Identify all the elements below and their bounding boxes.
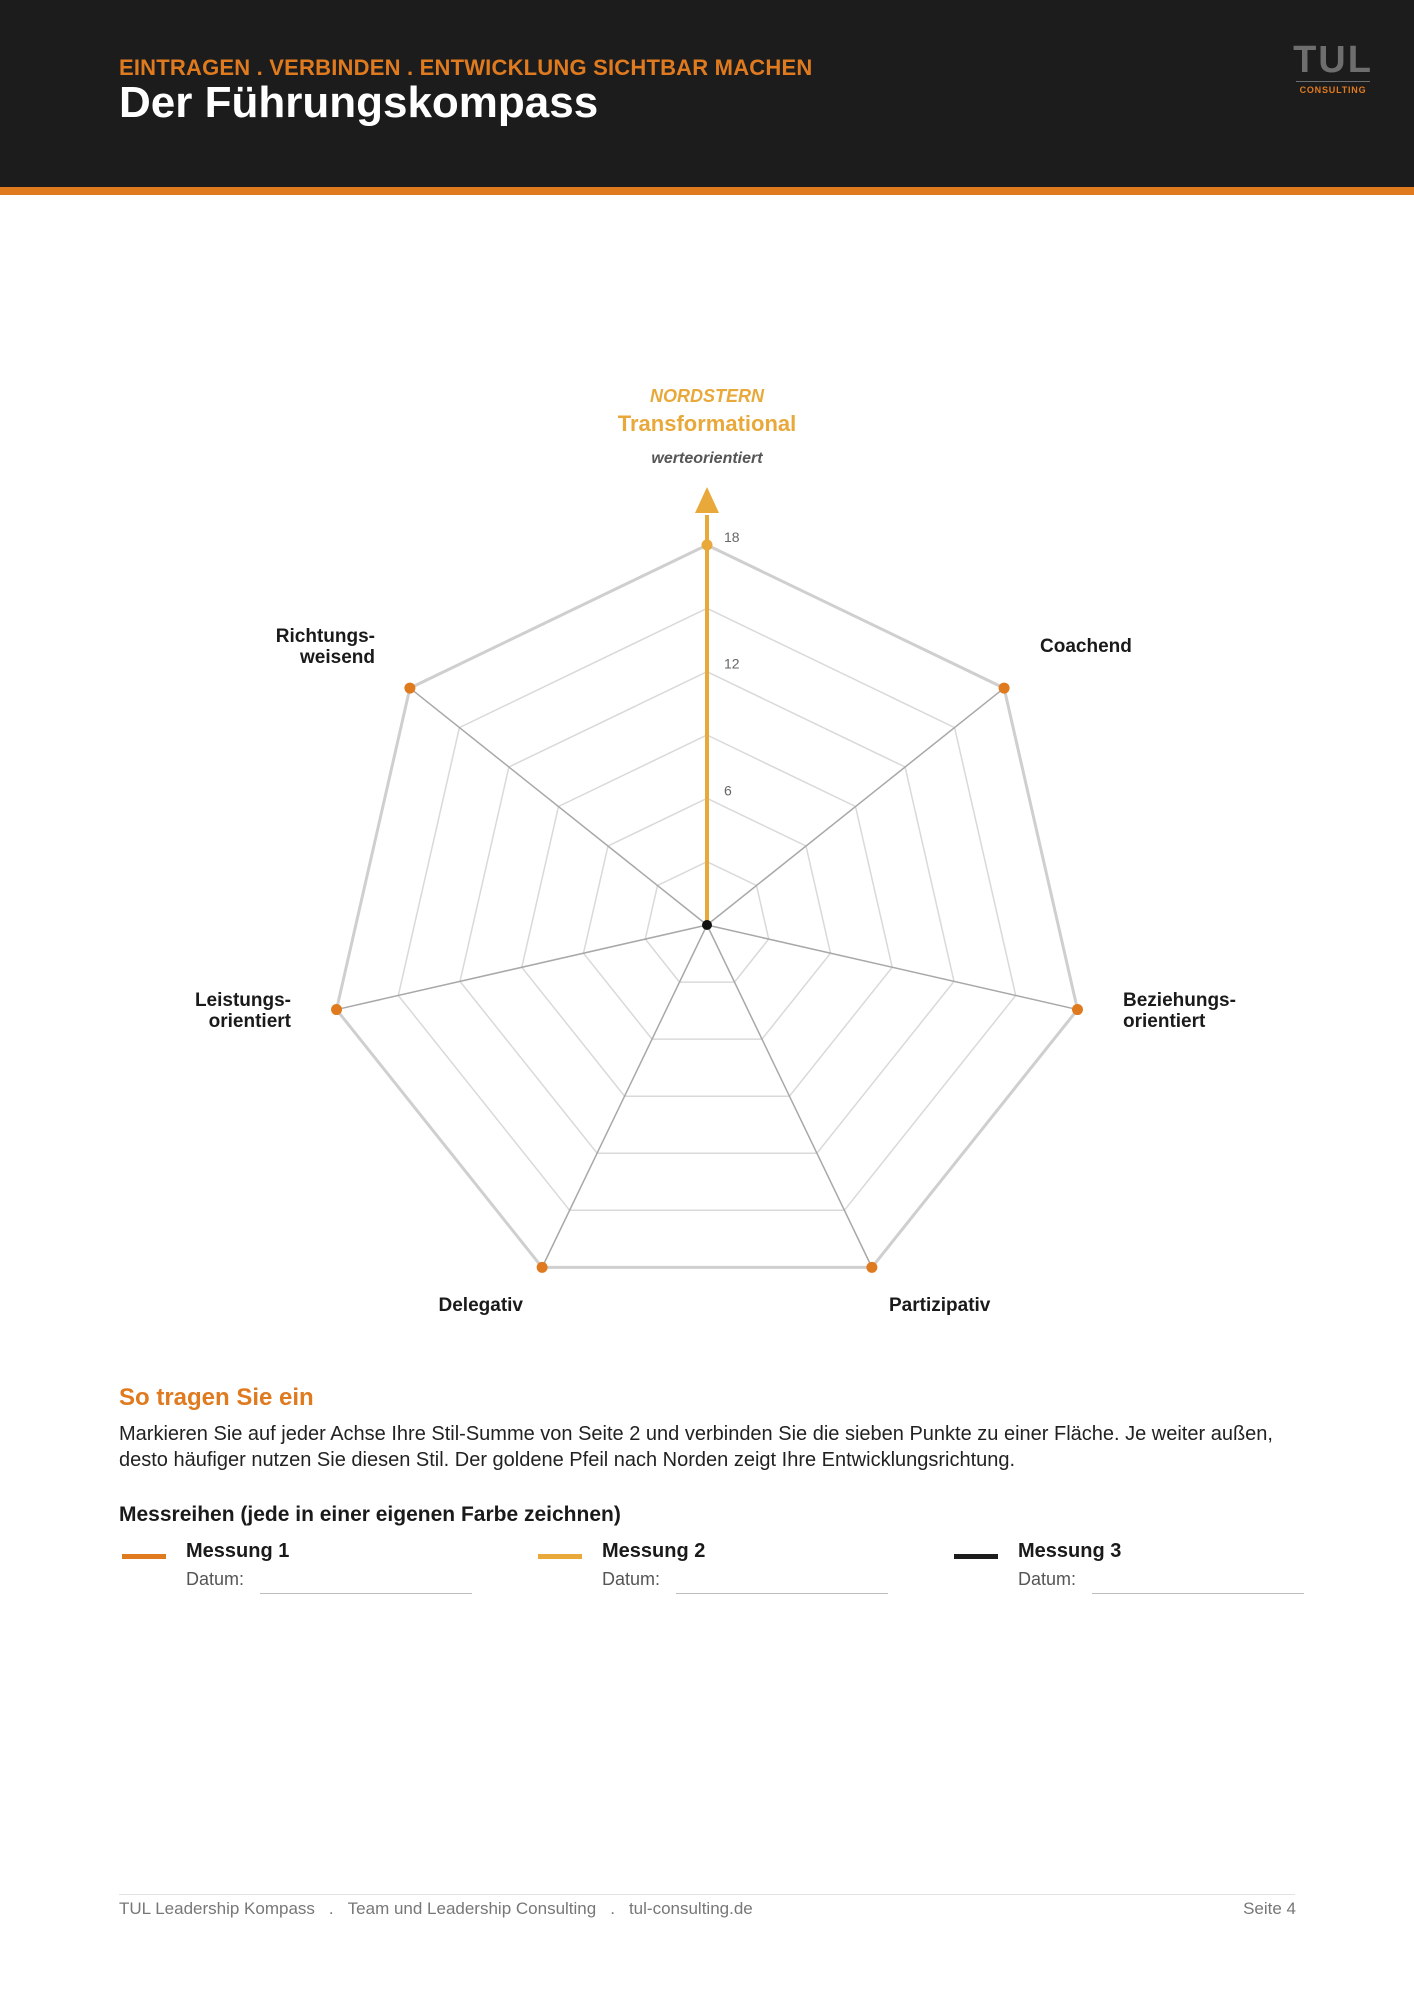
north-kicker-label: NORDSTERN: [649, 386, 765, 406]
axis-label-line: orientiert: [1123, 1011, 1206, 1032]
axis-label-line: Richtungs-: [275, 626, 375, 647]
page-title: Der Führungskompass: [119, 78, 599, 127]
footer-rule: [119, 1894, 1295, 1895]
axis-tick-label: 6: [724, 782, 732, 799]
axis-tick-label: 12: [724, 655, 740, 672]
measurement-1-label: Messung 1: [186, 1540, 290, 1562]
footer-separator: .: [610, 1899, 615, 1918]
measurement-2-swatch: [538, 1554, 582, 1559]
axis-end-dot: [331, 1004, 342, 1015]
footer-company: Team und Leadership Consulting: [347, 1899, 597, 1918]
instructions-text: Markieren Sie auf jeder Achse Ihre Stil-Summe von Seite 2 und verbinden Sie die sieben Punkte zu einer Fläche. Je weiter außen, desto häufiger nutzen Sie diesen Stil. Der goldene Pfeil nach Norden zeigt Ihre Entwicklungsrichtung.: [119, 1423, 1273, 1471]
measurement-2-label: Messung 2: [602, 1540, 706, 1562]
radar-spoke: [707, 925, 1077, 1010]
header-kicker: EINTRAGEN . VERBINDEN . ENTWICKLUNG SICHTBAR MACHEN: [119, 55, 813, 80]
axis-label-line: Delegativ: [438, 1295, 523, 1316]
footer-info: [119, 1899, 753, 1919]
axis-label-line: Partizipativ: [889, 1295, 991, 1316]
axis-label-line: Coachend: [1040, 636, 1132, 657]
axis-end-dot: [702, 540, 713, 551]
axis-label: [276, 626, 375, 668]
measurement-2-date-field[interactable]: [676, 1593, 888, 1594]
measurement-2-date-label: Datum:: [602, 1569, 661, 1589]
axis-tick-label: 18: [724, 529, 740, 545]
axis-label-line: orientiert: [208, 1011, 291, 1032]
axis-label: [889, 1295, 991, 1316]
measurement-3-swatch: [954, 1554, 998, 1559]
footer-brand: TUL Leadership Kompass: [119, 1899, 315, 1918]
measurement-3-date-label: Datum:: [1018, 1569, 1077, 1589]
axis-end-dot: [866, 1262, 877, 1273]
north-arrow-icon: [695, 487, 719, 513]
axis-label-line: weisend: [300, 647, 375, 668]
instructions-heading: So tragen Sie ein: [119, 1384, 314, 1411]
radar-spoke: [337, 925, 707, 1010]
north-axis-label: Transformational: [617, 411, 797, 436]
measurement-3: [951, 1540, 1331, 1600]
axis-end-dot: [1072, 1004, 1083, 1015]
axis-label-line: Beziehungs-: [1123, 990, 1236, 1011]
axis-label: [1123, 990, 1236, 1032]
measurement-1-date-field[interactable]: [260, 1593, 472, 1594]
measurements-heading: Messreihen (jede in einer eigenen Farbe zeichnen): [119, 1503, 621, 1526]
measurement-3-date-field[interactable]: [1092, 1593, 1304, 1594]
measurement-2: [535, 1540, 915, 1600]
radar-center-dot: [702, 920, 712, 930]
axis-end-dot: [537, 1262, 548, 1273]
axis-label: [439, 1295, 524, 1316]
logo-wordmark: TUL: [1293, 39, 1373, 81]
north-sub-label: werteorientiert: [651, 450, 763, 467]
radar-spoke: [707, 688, 1004, 925]
measurement-3-label: Messung 3: [1018, 1540, 1122, 1562]
radar-spoke: [410, 688, 707, 925]
axis-label-line: Leistungs-: [194, 990, 291, 1011]
measurement-1-swatch: [122, 1554, 166, 1559]
axis-end-dot: [404, 683, 415, 694]
footer-separator: .: [328, 1899, 334, 1918]
measurement-1-date-label: Datum:: [186, 1569, 245, 1589]
logo-subline: CONSULTING: [1299, 85, 1367, 95]
measurement-1: [119, 1540, 499, 1600]
axis-label: [1040, 636, 1132, 657]
page-number: Seite 4: [1243, 1899, 1296, 1918]
axis-label: [195, 990, 292, 1032]
footer-url[interactable]: tul-consulting.de: [628, 1899, 753, 1918]
axis-end-dot: [999, 683, 1010, 694]
